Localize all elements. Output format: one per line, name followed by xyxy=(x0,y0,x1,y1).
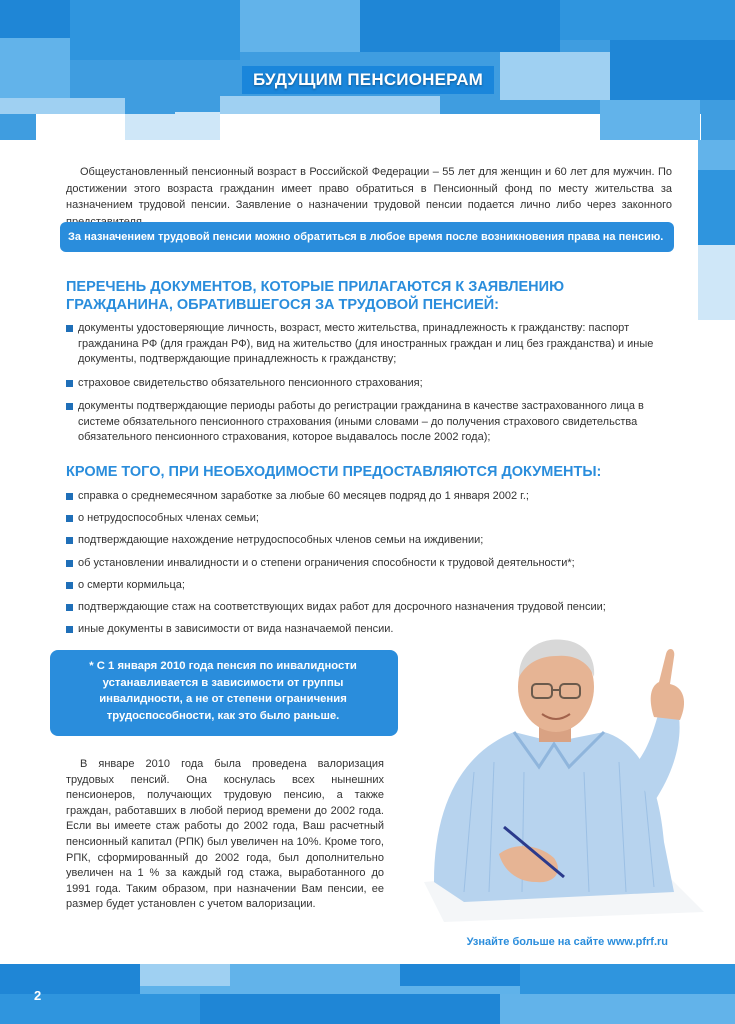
senior-man-illustration xyxy=(404,632,704,922)
list-item: документы подтверждающие периоды работы до регистрации гражданина в качестве застрахованного лица в системе обязательного пенсионного страхования (иными словами – до получения страхового свидетельства обязательного пенсионного страхования, которое выдавалось после 2002 года); xyxy=(66,399,670,446)
footer-tile xyxy=(0,964,140,994)
header-tile xyxy=(70,0,240,60)
callout-banner: За назначением трудовой пенсии можно обратиться в любое время после возникновения права на пенсию. xyxy=(60,222,674,252)
header-tile xyxy=(125,114,220,140)
documents-list-heading: ПЕРЕЧЕНЬ ДОКУМЕНТОВ, КОТОРЫЕ ПРИЛАГАЮТСЯ К ЗАЯВЛЕНИЮ ГРАЖДАНИНА, ОБРАТИВШЕГОСЯ ЗА ТРУДОВОЙ ПЕНСИЕЙ: xyxy=(66,279,565,313)
footer-tile xyxy=(500,994,735,1024)
footer-tile xyxy=(0,994,200,1024)
list-item: документы удостоверяющие личность, возраст, место жительства, принадлежность к гражданству: паспорт гражданина РФ (для граждан РФ), вид на жительство (для иностранных граждан и лиц без гражданства) и иные документы, подтверждающие принадлежность к гражданству; xyxy=(66,321,670,368)
list-item: о нетрудоспособных членах семьи; xyxy=(66,511,670,527)
bullet-square-icon xyxy=(66,325,73,332)
side-tile xyxy=(698,170,735,245)
list-item: об установлении инвалидности и о степени ограничения способности к трудовой деятельности*; xyxy=(66,556,670,572)
list-item: страховое свидетельство обязательного пенсионного страхования; xyxy=(66,376,670,392)
list-item: о смерти кормильца; xyxy=(66,578,670,594)
bullet-square-icon xyxy=(66,537,73,544)
header-tile xyxy=(0,0,70,38)
list-item: справка о среднемесячном заработке за любые 60 месяцев подряд до 1 января 2002 г.; xyxy=(66,489,670,505)
footer-tile xyxy=(200,994,500,1024)
bullet-square-icon xyxy=(66,604,73,611)
bullet-square-icon xyxy=(66,582,73,589)
documents-list xyxy=(66,321,670,454)
additional-documents-list xyxy=(66,489,670,644)
header-tile xyxy=(360,0,560,52)
side-tile xyxy=(698,245,735,320)
disability-note: * С 1 января 2010 года пенсия по инвалидности устанавливается в зависимости от группы инвалидности, а не от степени ограничения трудоспособности, как это было раньше. xyxy=(50,650,398,736)
header-tile xyxy=(0,38,70,98)
footer-background xyxy=(0,964,735,1024)
bullet-square-icon xyxy=(66,560,73,567)
header-tile xyxy=(600,100,700,140)
footer-tile xyxy=(520,964,735,994)
list-item: подтверждающие стаж на соответствующих видах работ для досрочного назначения трудовой пенсии; xyxy=(66,600,670,616)
footer-tile xyxy=(230,964,400,994)
header-tile xyxy=(610,40,735,100)
bullet-square-icon xyxy=(66,380,73,387)
footer-tile xyxy=(400,964,520,986)
bullet-square-icon xyxy=(66,626,73,633)
page-number: 2 xyxy=(34,988,42,1003)
additional-documents-heading: КРОМЕ ТОГО, ПРИ НЕОБХОДИМОСТИ ПРЕДОСТАВЛЯЮТСЯ ДОКУМЕНТЫ: xyxy=(66,464,602,480)
valorization-paragraph: В январе 2010 года была проведена валоризация трудовых пенсий. Она коснулась всех нынешних пенсионеров, получающих трудовую пенсию, а также граждан, работавших в любой период времени до 2002 года. Если вы имеете стаж работы до 2002 года, Ваш расчетный пенсионный капитал (РПК) был увеличен на 10%. Кроме того, РПК, сформированный до 2002 года, был дополнительно увеличен на 1 % за каждый год стажа, выработанного до 1991 года. Таким образом, при назначении Вам пенсии, ее размер будет установлен с учетом валоризации. xyxy=(66,758,384,911)
page-title: БУДУЩИМ ПЕНСИОНЕРАМ xyxy=(242,66,494,94)
header-tile xyxy=(220,96,440,114)
list-item: иные документы в зависимости от вида назначаемой пенсии. xyxy=(66,622,670,638)
website-link[interactable]: Узнайте больше на сайте www.pfrf.ru xyxy=(466,936,668,948)
header-tile xyxy=(0,98,125,114)
side-tile xyxy=(698,140,735,170)
intro-paragraph: Общеустановленный пенсионный возраст в Российской Федерации – 55 лет для женщин и 60 лет для мужчин. По достижении этого возраста гражданин имеет право обратиться в Пенсионный фонд по месту жительства за назначением трудовой пенсии. Заявление о назначении трудовой пенсии подается лично либо через законного xyxy=(66,166,672,211)
list-item: подтверждающие нахождение нетрудоспособных членов семьи на иждивении; xyxy=(66,533,670,549)
footer-tile xyxy=(140,964,230,986)
bullet-square-icon xyxy=(66,515,73,522)
header-tile xyxy=(500,52,610,100)
bullet-square-icon xyxy=(66,493,73,500)
header-tile xyxy=(560,0,735,40)
bullet-square-icon xyxy=(66,403,73,410)
header-tile xyxy=(240,0,360,52)
